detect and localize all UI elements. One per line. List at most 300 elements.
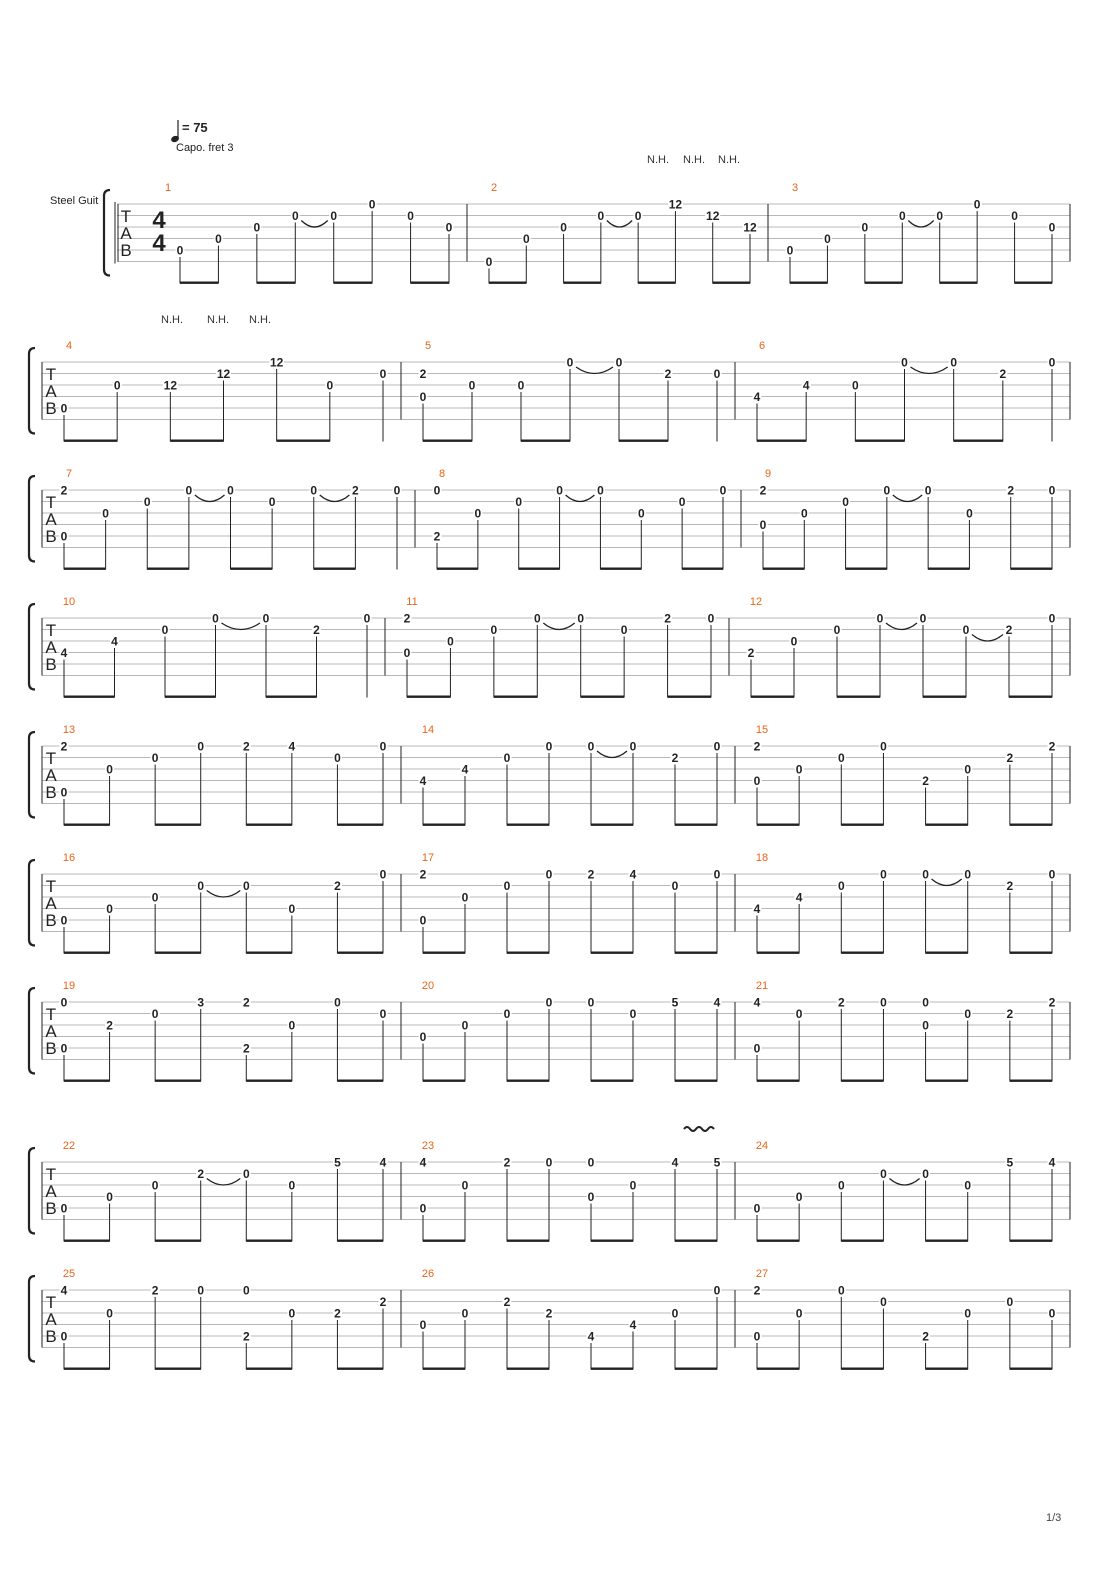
fret-number: 0 [407, 209, 414, 223]
measure-number: 11 [406, 596, 418, 608]
fret-number: 2 [1048, 995, 1056, 1010]
fret-number: 0 [964, 1178, 972, 1193]
fret-number: 0 [861, 220, 869, 235]
fret-number: 0 [106, 762, 113, 777]
beam [591, 824, 633, 826]
tie-arc [207, 891, 241, 898]
beam [266, 696, 317, 698]
fret-number: 0 [545, 739, 553, 754]
tab-letter-b: B [45, 527, 57, 546]
beam [675, 952, 717, 954]
system-bracket [29, 1148, 35, 1234]
beam [489, 282, 526, 284]
fret-number: 12 [269, 355, 284, 370]
fret-number: 0 [419, 1030, 427, 1044]
fret-number: 0 [1011, 209, 1018, 223]
measure-number: 1 [164, 182, 172, 194]
harmonic-label: N.H. [249, 314, 271, 326]
beam [1010, 824, 1052, 826]
fret-number: 4 [288, 739, 296, 754]
fret-number: 4 [753, 995, 761, 1010]
tab-letter-b: B [45, 399, 57, 418]
fret-number: 0 [837, 751, 845, 765]
beam [64, 696, 115, 698]
fret-number: 2 [922, 774, 929, 788]
fret-number: 4 [753, 902, 761, 916]
tab-letter-t: T [45, 621, 57, 640]
beam [314, 568, 356, 570]
beam [64, 568, 106, 570]
beam [337, 1368, 383, 1370]
fret-number: 0 [330, 209, 338, 223]
beam [494, 696, 537, 698]
fret-number: 2 [242, 739, 250, 754]
fret-number: 4 [629, 1318, 637, 1332]
fret-number: 0 [419, 1201, 427, 1216]
fret-number: 0 [447, 634, 454, 649]
fret-number: 12 [743, 220, 757, 235]
tie-arc [195, 495, 225, 502]
fret-number: 0 [587, 739, 595, 754]
tab-letter-a: A [120, 224, 132, 243]
measure-number: 5 [424, 340, 432, 352]
measure-number: 17 [421, 852, 435, 864]
fret-number: 0 [151, 890, 159, 905]
fret-number: 4 [419, 1155, 427, 1170]
fret-number: 0 [597, 209, 605, 223]
measure-number: 10 [62, 596, 76, 608]
fret-number: 0 [1048, 1306, 1056, 1321]
fret-number: 0 [545, 995, 553, 1010]
fret-number: 0 [883, 483, 891, 498]
beam [165, 696, 216, 698]
beam [757, 1240, 799, 1242]
fret-number: 4 [802, 378, 810, 393]
tab-letter-b: B [45, 1327, 57, 1346]
beam [507, 1240, 549, 1242]
fret-number: 12 [163, 378, 178, 393]
beam [841, 1240, 883, 1242]
fret-number: 0 [753, 1041, 761, 1056]
beam [841, 952, 883, 954]
measure-number: 6 [758, 340, 766, 352]
beam [619, 440, 668, 442]
fret-number: 0 [212, 611, 219, 626]
fret-number: 0 [176, 243, 184, 258]
fret-number: 5 [671, 995, 679, 1010]
beam [423, 1080, 465, 1082]
beam [155, 1080, 201, 1082]
fret-number: 0 [419, 1318, 427, 1332]
vibrato-mark [684, 1127, 714, 1131]
tab-letter-t: T [120, 207, 132, 226]
measure-number: 21 [755, 980, 769, 992]
fret-number: 4 [60, 646, 68, 660]
fret-number: 2 [352, 483, 359, 498]
beam [926, 952, 968, 954]
fret-number: 2 [753, 739, 761, 754]
fret-number: 0 [242, 1283, 250, 1298]
fret-number: 0 [419, 390, 427, 404]
fret-number: 2 [106, 1018, 113, 1033]
fret-number: 0 [842, 495, 849, 509]
tab-letter-a: A [45, 894, 57, 913]
system-bracket [29, 732, 35, 818]
fret-number: 0 [419, 913, 427, 928]
measure-number: 2 [490, 182, 498, 194]
beam [926, 1368, 968, 1370]
beam [170, 440, 223, 442]
harmonic-label: N.H. [718, 154, 740, 166]
fret-number: 4 [419, 774, 427, 788]
measure-number: 7 [65, 468, 73, 480]
beam [507, 1080, 549, 1082]
beam [1010, 1240, 1052, 1242]
fret-number: 0 [964, 1007, 972, 1021]
fret-number: 0 [379, 1007, 387, 1021]
fret-number: 0 [837, 879, 845, 893]
fret-number: 0 [837, 1178, 845, 1193]
tab-letter-a: A [45, 382, 57, 401]
instrument-label: Steel Guit [50, 195, 99, 207]
fret-number: 0 [964, 762, 972, 777]
fret-number: 2 [403, 611, 411, 626]
fret-number: 0 [503, 879, 511, 893]
beam [423, 440, 472, 442]
beam [591, 952, 633, 954]
fret-number: 2 [1048, 739, 1056, 754]
beam [790, 282, 827, 284]
tie-arc [886, 623, 917, 630]
tab-letter-t: T [45, 749, 57, 768]
fret-number: 0 [151, 751, 159, 765]
beam [675, 824, 717, 826]
fret-number: 4 [713, 995, 721, 1010]
fret-number: 0 [242, 879, 250, 893]
system-bracket [29, 988, 35, 1074]
beam [841, 1368, 883, 1370]
beam [155, 824, 201, 826]
tie-arc [320, 495, 350, 502]
harmonic-label: N.H. [207, 314, 229, 326]
harmonic-label: N.H. [683, 154, 705, 166]
fret-number: 2 [1007, 483, 1015, 498]
fret-number: 0 [880, 867, 887, 882]
system-bracket [29, 860, 35, 946]
measure-number: 9 [764, 468, 772, 480]
fret-number: 0 [1048, 867, 1056, 882]
fret-number: 0 [363, 611, 371, 626]
beam [64, 1240, 110, 1242]
fret-number: 0 [880, 995, 887, 1010]
tab-letter-t: T [45, 493, 57, 512]
beam [64, 1080, 110, 1082]
tie-arc [597, 751, 627, 758]
tab-letter-a: A [45, 766, 57, 785]
tab-letter-a: A [45, 510, 57, 529]
fret-number: 0 [60, 529, 68, 544]
fret-number: 2 [60, 483, 68, 498]
tie-arc [301, 221, 327, 228]
fret-number: 0 [800, 506, 808, 521]
fret-number: 0 [288, 902, 296, 916]
tie-arc [607, 221, 632, 228]
beam [926, 824, 968, 826]
beam [1010, 952, 1052, 954]
capo-label: Capo. fret 3 [176, 142, 234, 154]
fret-number: 0 [262, 611, 270, 626]
fret-number: 0 [950, 355, 958, 370]
fret-number: 0 [629, 1178, 637, 1193]
measure-number: 14 [421, 724, 435, 736]
fret-number: 0 [474, 506, 482, 521]
fret-number: 0 [197, 1283, 205, 1298]
fret-number: 2 [151, 1283, 159, 1298]
fret-number: 0 [964, 1306, 972, 1321]
beam [337, 824, 383, 826]
fret-number: 0 [379, 867, 387, 882]
fret-number: 4 [795, 890, 803, 905]
beam [64, 824, 110, 826]
fret-number: 0 [197, 739, 205, 754]
fret-number: 0 [545, 1155, 553, 1170]
tempo-label: = 75 [182, 120, 208, 135]
measure-number: 27 [755, 1268, 769, 1280]
fret-number: 0 [922, 995, 929, 1010]
tab-letter-b: B [120, 241, 132, 260]
beam [763, 568, 804, 570]
beam [155, 1368, 201, 1370]
fret-number: 0 [936, 209, 944, 223]
fret-number: 0 [1048, 483, 1056, 498]
measure-number: 4 [65, 340, 73, 352]
beam [231, 568, 273, 570]
beam [846, 568, 887, 570]
fret-number: 0 [533, 611, 541, 626]
fret-number: 2 [242, 995, 250, 1010]
beam [855, 440, 904, 442]
fret-number: 0 [620, 623, 628, 637]
fret-number: 0 [151, 1178, 159, 1193]
fret-number: 0 [143, 495, 151, 509]
system-bracket [29, 1276, 35, 1362]
beam [411, 282, 449, 284]
beam [423, 824, 465, 826]
beam [180, 282, 218, 284]
tab-letter-a: A [45, 1182, 57, 1201]
beam [519, 568, 560, 570]
fret-number: 0 [880, 1295, 887, 1309]
fret-number: 0 [288, 1178, 296, 1193]
beam [591, 1080, 633, 1082]
beam [668, 696, 711, 698]
tab-letter-a: A [45, 1022, 57, 1041]
tie-arc [893, 495, 922, 502]
fret-number: 0 [253, 220, 261, 235]
measure-number: 24 [755, 1140, 769, 1152]
fret-number: 0 [485, 255, 493, 269]
fret-number: 0 [1048, 355, 1056, 370]
beam [638, 282, 675, 284]
beam [507, 824, 549, 826]
beam [926, 1240, 968, 1242]
fret-number: 4 [461, 762, 469, 777]
fret-number: 2 [587, 867, 595, 882]
fret-number: 3 [197, 995, 205, 1010]
fret-number: 0 [288, 1306, 296, 1321]
fret-number: 0 [629, 739, 637, 754]
measure-number: 23 [421, 1140, 435, 1152]
fret-number: 4 [629, 867, 637, 882]
fret-number: 2 [419, 867, 427, 882]
fret-number: 0 [577, 611, 585, 626]
beam [954, 440, 1003, 442]
beam [928, 568, 969, 570]
fret-number: 4 [671, 1155, 679, 1170]
fret-number: 0 [326, 378, 334, 393]
fret-number: 0 [197, 879, 205, 893]
beam [437, 568, 478, 570]
fret-number: 0 [503, 751, 511, 765]
beam [940, 282, 977, 284]
fret-number: 0 [973, 197, 981, 212]
fret-number: 0 [215, 232, 222, 246]
beam [564, 282, 601, 284]
fret-number: 0 [629, 1007, 637, 1021]
fret-number: 0 [393, 483, 401, 498]
beam [757, 952, 799, 954]
tab-letter-a: A [45, 1310, 57, 1329]
page-number: 1/3 [1046, 1512, 1062, 1524]
beam [926, 1080, 968, 1082]
fret-number: 0 [597, 483, 604, 498]
beam [757, 1368, 799, 1370]
tie-arc [566, 495, 595, 502]
beam [155, 1240, 201, 1242]
fret-number: 0 [795, 1190, 803, 1204]
fret-number: 0 [106, 902, 113, 916]
fret-number: 2 [753, 1283, 761, 1298]
fret-number: 5 [334, 1155, 341, 1170]
fret-number: 0 [962, 623, 970, 637]
fret-number: 2 [759, 483, 767, 498]
fret-number: 0 [671, 879, 679, 893]
beam [591, 1240, 633, 1242]
beam [682, 568, 723, 570]
measure-number: 25 [62, 1268, 76, 1280]
beam [713, 282, 750, 284]
fret-number: 0 [515, 495, 523, 509]
tie-arc [576, 367, 613, 374]
fret-number: 2 [1006, 751, 1014, 765]
fret-number: 0 [379, 367, 387, 381]
fret-number: 0 [334, 751, 341, 765]
fret-number: 0 [824, 232, 831, 246]
tab-letter-b: B [45, 655, 57, 674]
beam [923, 696, 966, 698]
fret-number: 0 [898, 209, 906, 223]
beam [507, 952, 549, 954]
fret-number: 0 [106, 1306, 113, 1321]
beam [337, 1080, 383, 1082]
beam [751, 696, 794, 698]
beam [64, 440, 117, 442]
fret-number: 0 [379, 739, 387, 754]
beam [246, 1240, 292, 1242]
tab-letter-t: T [45, 877, 57, 896]
beam [337, 1240, 383, 1242]
fret-number: 2 [999, 367, 1007, 381]
fret-number: 12 [706, 209, 720, 223]
fret-number: 0 [795, 1306, 803, 1321]
tab-letter-b: B [45, 783, 57, 802]
tie-arc [543, 623, 574, 630]
system-bracket [29, 604, 35, 690]
measure-number: 3 [791, 182, 799, 194]
tab-letter-t: T [45, 365, 57, 384]
tie-arc [222, 623, 261, 630]
fret-number: 2 [60, 739, 68, 754]
beam [407, 696, 450, 698]
harmonic-label: N.H. [161, 314, 183, 326]
measure-number: 22 [62, 1140, 76, 1152]
beam [757, 1080, 799, 1082]
beam [246, 824, 292, 826]
fret-number: 2 [545, 1306, 553, 1321]
fret-number: 0 [678, 495, 686, 509]
measure-number: 8 [438, 468, 446, 480]
fret-number: 4 [60, 1283, 68, 1298]
measure-number: 20 [421, 980, 435, 992]
measure-number: 19 [62, 980, 76, 992]
fret-number: 0 [615, 355, 623, 370]
fret-number: 2 [242, 1329, 250, 1344]
fret-number: 4 [1048, 1155, 1056, 1170]
fret-number: 0 [1048, 611, 1056, 626]
fret-number: 0 [966, 506, 973, 521]
fret-number: 0 [60, 913, 68, 928]
beam [1010, 1368, 1052, 1370]
fret-number: 0 [522, 232, 530, 246]
tie-arc [207, 1179, 241, 1186]
harmonic-label: N.H. [647, 154, 669, 166]
fret-number: 0 [461, 1018, 469, 1033]
beam [423, 952, 465, 954]
beam [1010, 1080, 1052, 1082]
tab-letter-b: B [45, 1199, 57, 1218]
system-bracket [29, 476, 35, 562]
fret-number: 0 [461, 890, 469, 905]
fret-number: 2 [313, 623, 320, 637]
fret-number: 2 [747, 646, 755, 660]
beam [64, 1368, 110, 1370]
fret-number: 2 [419, 367, 427, 381]
fret-number: 0 [587, 1190, 595, 1204]
fret-number: 4 [587, 1329, 595, 1344]
beam [246, 952, 292, 954]
fret-number: 0 [637, 506, 645, 521]
fret-number: 2 [664, 611, 671, 626]
tab-letter-t: T [45, 1293, 57, 1312]
fret-number: 0 [922, 1018, 929, 1033]
fret-number: 2 [379, 1295, 387, 1309]
fret-number: 0 [310, 483, 318, 498]
tie-arc [908, 221, 933, 228]
fret-number: 0 [753, 1201, 761, 1216]
fret-number: 2 [1006, 879, 1014, 893]
fret-number: 12 [216, 367, 231, 381]
beam [147, 568, 189, 570]
